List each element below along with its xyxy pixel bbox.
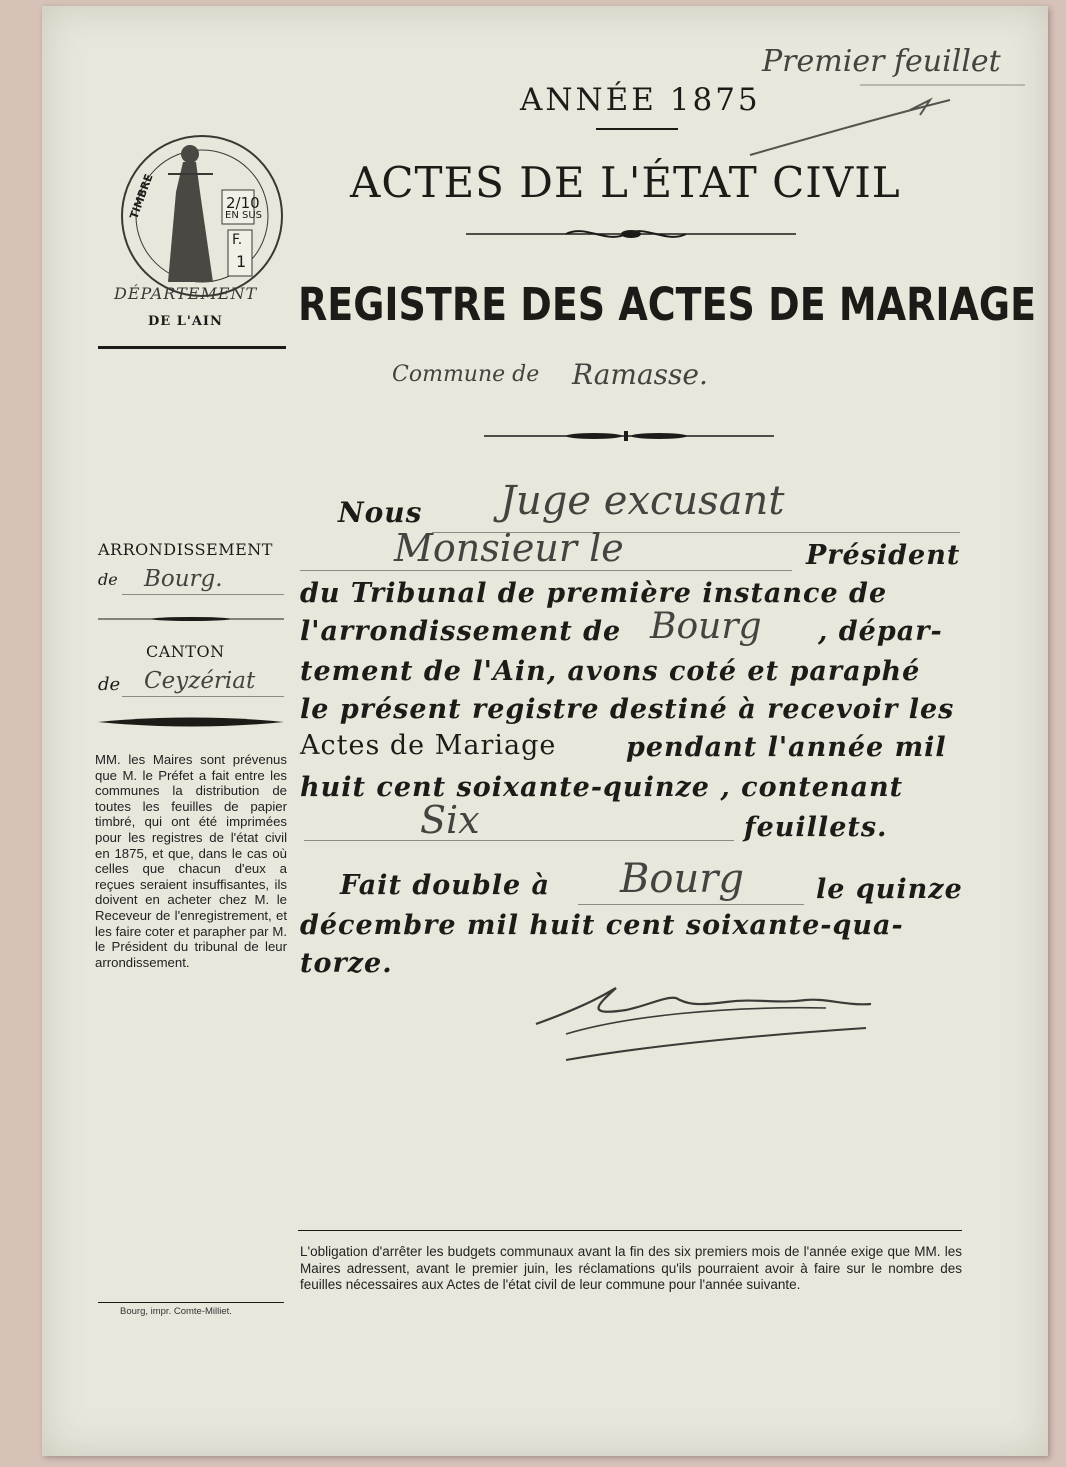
register-subtitle: REGISTRE DES ACTES DE MARIAGE [298,278,1037,331]
fait-double-fill-line [578,904,804,905]
premier-feuillet-annotation: Premier feuillet [762,44,1001,79]
body-line-3: du Tribunal de première instance de [300,578,888,609]
hw-six: Six [420,798,480,842]
commune-value: Ramasse. [572,358,708,391]
hw-bourg-2: Bourg [620,856,744,902]
sidebar-divider-1 [98,614,284,624]
hw-bourg-1: Bourg [650,606,762,647]
body-line-4a: l'arrondissement de [300,616,622,647]
stamp-rule [98,346,286,349]
budget-obligation-note: L'obligation d'arrêter les budgets communaux avant la fin des six premiers mois de l'année exige que MM. les Maires adressent, avant le premier juin, les réclamations qu'ils pourraient avoir à faire sur le nombre des feuilles nécessaires aux Actes de l'état civil de leur commune pour l'année suivante. [300,1244,962,1292]
body-fait-double: Fait double à [340,870,551,901]
sidebar-divider-2 [98,716,284,728]
printer-credit: Bourg, impr. Comte-Milliet. [120,1306,232,1317]
stamp-departement: DÉPARTEMENT [114,284,258,303]
body-nous: Nous [338,496,423,529]
annotation-flourish [740,80,1040,170]
body-feuillets: feuillets. [744,812,888,843]
body-line-5: tement de l'Ain, avons coté et paraphé [300,656,921,687]
arrondissement-de: de [98,570,118,589]
commune-ornament [484,428,774,444]
canton-label: CANTON [146,642,225,661]
body-line-6: le présent registre destiné à recevoir les [300,694,955,725]
year-underline [596,128,678,130]
stamp-de-l-ain: DE L'AIN [148,314,223,329]
canton-de: de [98,674,121,695]
hw-juge-excusant: Juge excusant [500,478,785,524]
page-title: ACTES DE L'ÉTAT CIVIL [350,158,901,207]
body-line-11: décembre mil huit cent soixante-qua- [300,910,904,941]
stamp-price-sub: EN SUS [225,210,262,221]
arrondissement-value: Bourg. [144,566,223,592]
arrondissement-fill-line [122,594,284,595]
sidebar-maires-note: MM. les Maires sont prévenus que M. le Préfet a fait entre les communes la distribution de toutes les feuilles de papier timbré, qui ont été imprimées pour les registres de l'état civil en 1875, et que, dans le cas où celles que chacun d'eux a reçues seraient insuffisantes, ils doivent en acheter chez M. le Receveur de l'enregistrement, et les faire coter et parapher par M. le Président du tribunal de leur arrondissement. [95,752,287,970]
judge-signature [526,976,886,1066]
body-line-12: torze. [300,948,393,979]
body-line-4b: , dépar- [818,616,943,647]
canton-value: Ceyzériat [144,668,256,694]
canton-fill-line [122,696,284,697]
stamp-number: 1 [236,252,247,271]
stamp-price: 2/10 [226,194,260,212]
body-president: Président [806,540,961,571]
stamp-letters: F. [232,232,243,248]
footer-rule [298,1230,962,1231]
hw-monsieur-le: Monsieur le [394,526,624,570]
six-fill-line [304,840,734,841]
body-line-7b: pendant l'année mil [626,732,947,763]
commune-label: Commune de [392,362,540,387]
monsieur-fill-line [300,570,792,571]
body-line-8: huit cent soixante-quinze , contenant [300,772,904,803]
body-le-quinze: le quinze [816,874,963,905]
printer-rule [98,1302,284,1303]
stamp-word-timbre: TIMBRE [127,172,156,221]
year-heading: ANNÉE 1875 [520,82,761,118]
body-line-7a: Actes de Mariage [300,730,557,761]
arrondissement-label: ARRONDISSEMENT [98,540,273,559]
title-ornament [466,224,796,244]
